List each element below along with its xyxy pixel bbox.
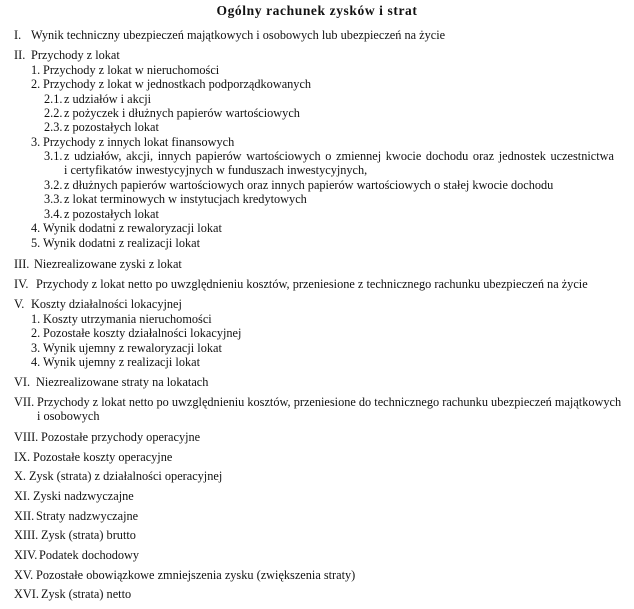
item-number: X.: [14, 469, 26, 483]
sub-sub-item: [44, 106, 300, 121]
item-number: 3.3.: [44, 192, 63, 206]
item-number: III.: [14, 257, 30, 271]
item-text: Pozostałe koszty działalności lokacyjnej: [43, 326, 242, 340]
item-number: IX.: [14, 450, 31, 464]
item-text: Straty nadzwyczajne: [36, 509, 139, 523]
item-number: 3.1.: [44, 149, 63, 163]
section-VI: [14, 375, 208, 390]
sub-sub-item: [44, 92, 151, 107]
sub-item: [31, 312, 212, 327]
item-number: 5.: [31, 236, 41, 250]
item-text: Koszty utrzymania nieruchomości: [43, 312, 212, 326]
item-number: 2.3.: [44, 120, 63, 134]
item-text: Przychody z lokat netto po uwzględnieniu kosztów, przeniesione z technicznego rachunku ubezpieczeń na życie: [36, 277, 588, 291]
sub-item: [31, 77, 311, 92]
item-text: z udziałów i akcji: [64, 92, 152, 106]
item-text: Podatek dochodowy: [39, 548, 140, 562]
item-number: 4.: [31, 355, 41, 369]
item-text: Wynik dodatni z rewaloryzacji lokat: [43, 221, 222, 235]
item-text: z pozostałych lokat: [64, 207, 159, 221]
section-XVI: [14, 587, 131, 602]
item-text: Niezrealizowane zyski z lokat: [34, 257, 182, 271]
item-text: Przychody z lokat: [31, 48, 120, 62]
sub-sub-item: [44, 178, 553, 193]
item-text: i certyfikatów inwestycyjnych w funduszach inwestycyjnych,: [64, 163, 368, 177]
item-text: i osobowych: [37, 409, 100, 423]
item-text: Wynik ujemny z rewaloryzacji lokat: [43, 341, 222, 355]
item-number: II.: [14, 48, 26, 62]
item-number: 1.: [31, 63, 41, 77]
sub-sub-item: [44, 120, 159, 135]
sub-item: [31, 326, 241, 341]
item-text: Zysk (strata) z działalności operacyjnej: [29, 469, 223, 483]
item-text: Wynik techniczny ubezpieczeń majątkowych i osobowych lub ubezpieczeń na życie: [31, 28, 446, 42]
item-number: 2.: [31, 77, 41, 91]
item-number: 1.: [31, 312, 41, 326]
item-text: Koszty działalności lokacyjnej: [31, 297, 182, 311]
item-text: z pozostałych lokat: [64, 120, 159, 134]
sub-item: [31, 221, 222, 236]
section-I: [14, 28, 445, 43]
item-text: Przychody z lokat w jednostkach podporządkowanych: [43, 77, 312, 91]
item-number: VIII.: [14, 430, 39, 444]
section-VII: [14, 395, 621, 410]
sub-sub-item: [44, 149, 614, 164]
page-title: Ogólny rachunek zysków i strat: [216, 3, 418, 18]
item-number: 3.: [31, 135, 41, 149]
sub-item: [31, 355, 200, 370]
item-text: Zysk (strata) netto: [41, 587, 132, 601]
section-XIII: [14, 528, 136, 543]
sub-item: [31, 341, 222, 356]
sub-item: [31, 63, 219, 78]
item-number: 3.2.: [44, 178, 63, 192]
section-XII: [14, 509, 138, 524]
section-X: [14, 469, 222, 484]
section-IX: [14, 450, 172, 465]
section-III: [14, 257, 182, 272]
sub-sub-item: [44, 192, 307, 207]
item-text: z pożyczek i dłużnych papierów wartościowych: [64, 106, 300, 120]
item-text: z udziałów, akcji, innych papierów wartościowych o zmiennej kwocie dochodu oraz jednostek uczestnictwa: [64, 149, 614, 163]
item-number: 2.2.: [44, 106, 63, 120]
item-number: VII.: [14, 395, 35, 409]
section-VII-continuation: [37, 409, 100, 424]
section-XV: [14, 568, 355, 583]
item-text: Pozostałe przychody operacyjne: [41, 430, 201, 444]
item-number: IV.: [14, 277, 29, 291]
sub-item: [31, 236, 200, 251]
section-V: [14, 297, 182, 312]
item-number: V.: [14, 297, 25, 311]
item-number: I.: [14, 28, 22, 42]
sub-sub-item-continuation: [64, 163, 367, 178]
item-number: 2.1.: [44, 92, 63, 106]
section-VIII: [14, 430, 200, 445]
item-number: VI.: [14, 375, 31, 389]
item-number: XIV.: [14, 548, 38, 562]
item-text: z dłużnych papierów wartościowych oraz innych papierów wartościowych o stałej kwocie dochodu: [64, 178, 554, 192]
item-text: Pozostałe obowiązkowe zmniejszenia zysku (zwiększenia straty): [36, 568, 356, 582]
item-text: z lokat terminowych w instytucjach kredytowych: [64, 192, 307, 206]
item-text: Niezrealizowane straty na lokatach: [36, 375, 209, 389]
item-number: XVI.: [14, 587, 39, 601]
item-number: XII.: [14, 509, 35, 523]
item-number: 2.: [31, 326, 41, 340]
item-text: Pozostałe koszty operacyjne: [33, 450, 173, 464]
item-text: Zysk (strata) brutto: [41, 528, 136, 542]
item-text: Przychody z innych lokat finansowych: [43, 135, 235, 149]
sub-item: [31, 135, 234, 150]
item-text: Wynik ujemny z realizacji lokat: [43, 355, 201, 369]
item-text: Przychody z lokat w nieruchomości: [43, 63, 220, 77]
section-XIV: [14, 548, 139, 563]
item-number: XI.: [14, 489, 31, 503]
item-number: XV.: [14, 568, 34, 582]
item-number: 3.: [31, 341, 41, 355]
item-number: XIII.: [14, 528, 39, 542]
section-IV: [14, 277, 588, 292]
item-number: 4.: [31, 221, 41, 235]
item-number: 3.4.: [44, 207, 63, 221]
item-text: Wynik dodatni z realizacji lokat: [43, 236, 201, 250]
item-text: Zyski nadzwyczajne: [33, 489, 134, 503]
section-II: [14, 48, 120, 63]
section-XI: [14, 489, 134, 504]
sub-sub-item: [44, 207, 159, 222]
item-text: Przychody z lokat netto po uwzględnieniu kosztów, przeniesione do technicznego rachunku ubezpieczeń majątkowych: [37, 395, 622, 409]
